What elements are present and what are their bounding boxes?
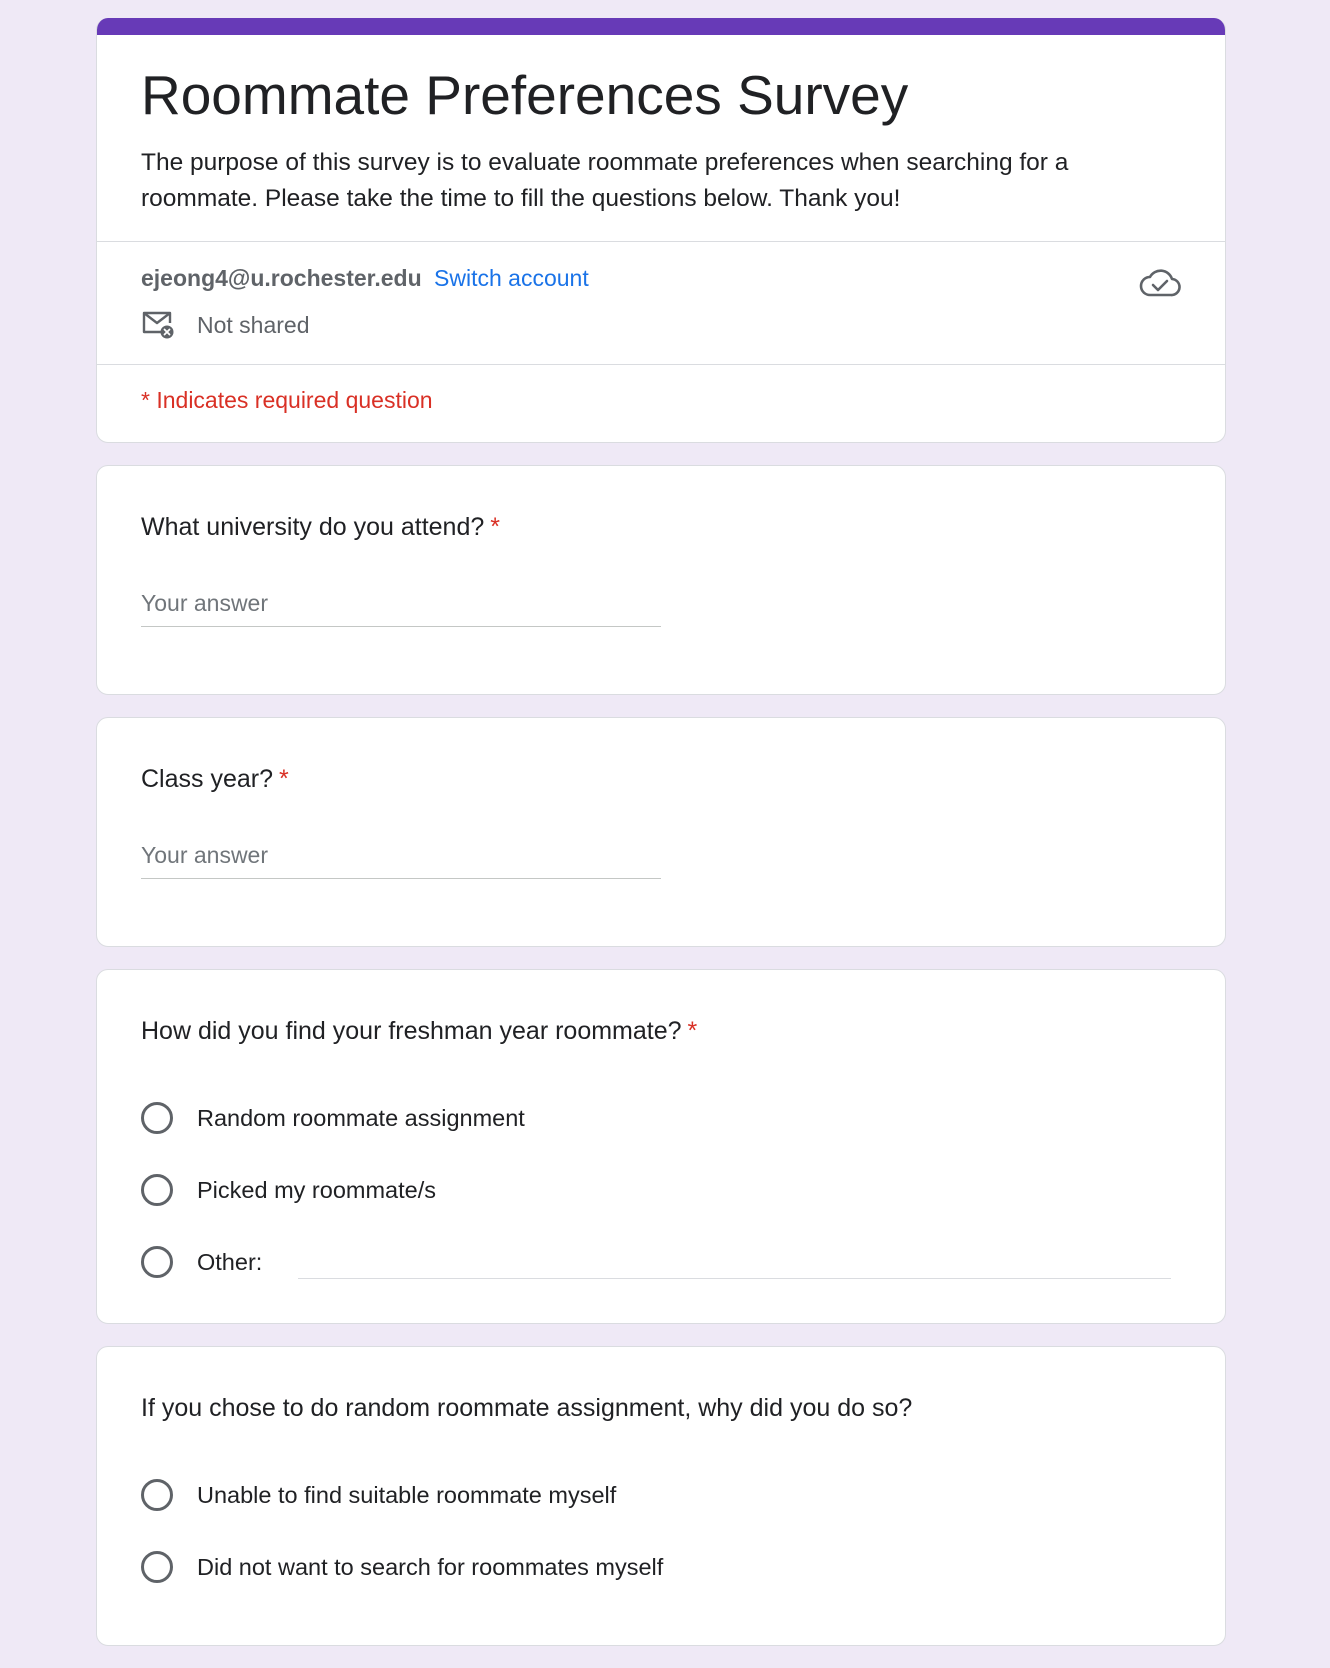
answer-input-class-year[interactable]: Your answer	[141, 840, 661, 879]
option-label: Random roommate assignment	[197, 1104, 525, 1131]
answer-input-university[interactable]: Your answer	[141, 588, 661, 627]
radio-group	[141, 1082, 1181, 1298]
question-card-university	[96, 465, 1226, 695]
accent-bar	[97, 18, 1225, 35]
form-container	[96, 18, 1226, 1668]
option-label: Other:	[197, 1248, 263, 1275]
account-row	[97, 242, 1225, 306]
radio-option[interactable]	[141, 1082, 1181, 1154]
mail-not-shared-icon	[141, 310, 175, 340]
radio-option[interactable]	[141, 1531, 1181, 1603]
radio-button[interactable]	[141, 1102, 173, 1134]
question-title	[141, 762, 1181, 796]
question-text: Class year?	[141, 765, 273, 793]
not-shared-label: Not shared	[197, 311, 310, 338]
radio-button[interactable]	[141, 1551, 173, 1583]
form-title: Roommate Preferences Survey	[141, 64, 909, 126]
question-title	[141, 510, 1181, 544]
option-label: Unable to find suitable roommate myself	[197, 1481, 617, 1508]
radio-button[interactable]	[141, 1479, 173, 1511]
radio-button[interactable]	[141, 1174, 173, 1206]
question-card-random-reason	[96, 1346, 1226, 1646]
question-text: How did you find your freshman year roommate?	[141, 1017, 682, 1045]
option-label: Picked my roommate/s	[197, 1176, 436, 1203]
radio-group	[141, 1459, 1181, 1603]
account-email: ejeong4@u.rochester.edu	[141, 265, 422, 291]
radio-button[interactable]	[141, 1246, 173, 1278]
question-card-class-year	[96, 717, 1226, 947]
share-status-row	[97, 306, 1225, 364]
radio-option-other[interactable]	[141, 1226, 1181, 1298]
question-title	[141, 1014, 1181, 1048]
form-header-card	[96, 18, 1226, 443]
question-card-freshman-roommate	[96, 969, 1226, 1324]
required-star: *	[687, 1017, 698, 1045]
option-label: Did not want to search for roommates myself	[197, 1553, 664, 1580]
question-text: If you chose to do random roommate assignment, why did you do so?	[141, 1394, 913, 1422]
question-title	[141, 1391, 1181, 1425]
other-text-input[interactable]	[298, 1278, 1171, 1279]
switch-account-link[interactable]: Switch account	[434, 265, 589, 291]
cloud-check-icon	[1139, 266, 1181, 300]
required-star: *	[279, 765, 289, 793]
form-description: The purpose of this survey is to evaluate roommate preferences when searching for a roommate. Please take the time to fill the questions below. Thank you!	[141, 149, 1069, 212]
required-note: * Indicates required question	[141, 387, 433, 413]
radio-option[interactable]	[141, 1459, 1181, 1531]
question-text: What university do you attend?	[141, 513, 485, 541]
required-star: *	[490, 513, 500, 541]
radio-option[interactable]	[141, 1154, 1181, 1226]
